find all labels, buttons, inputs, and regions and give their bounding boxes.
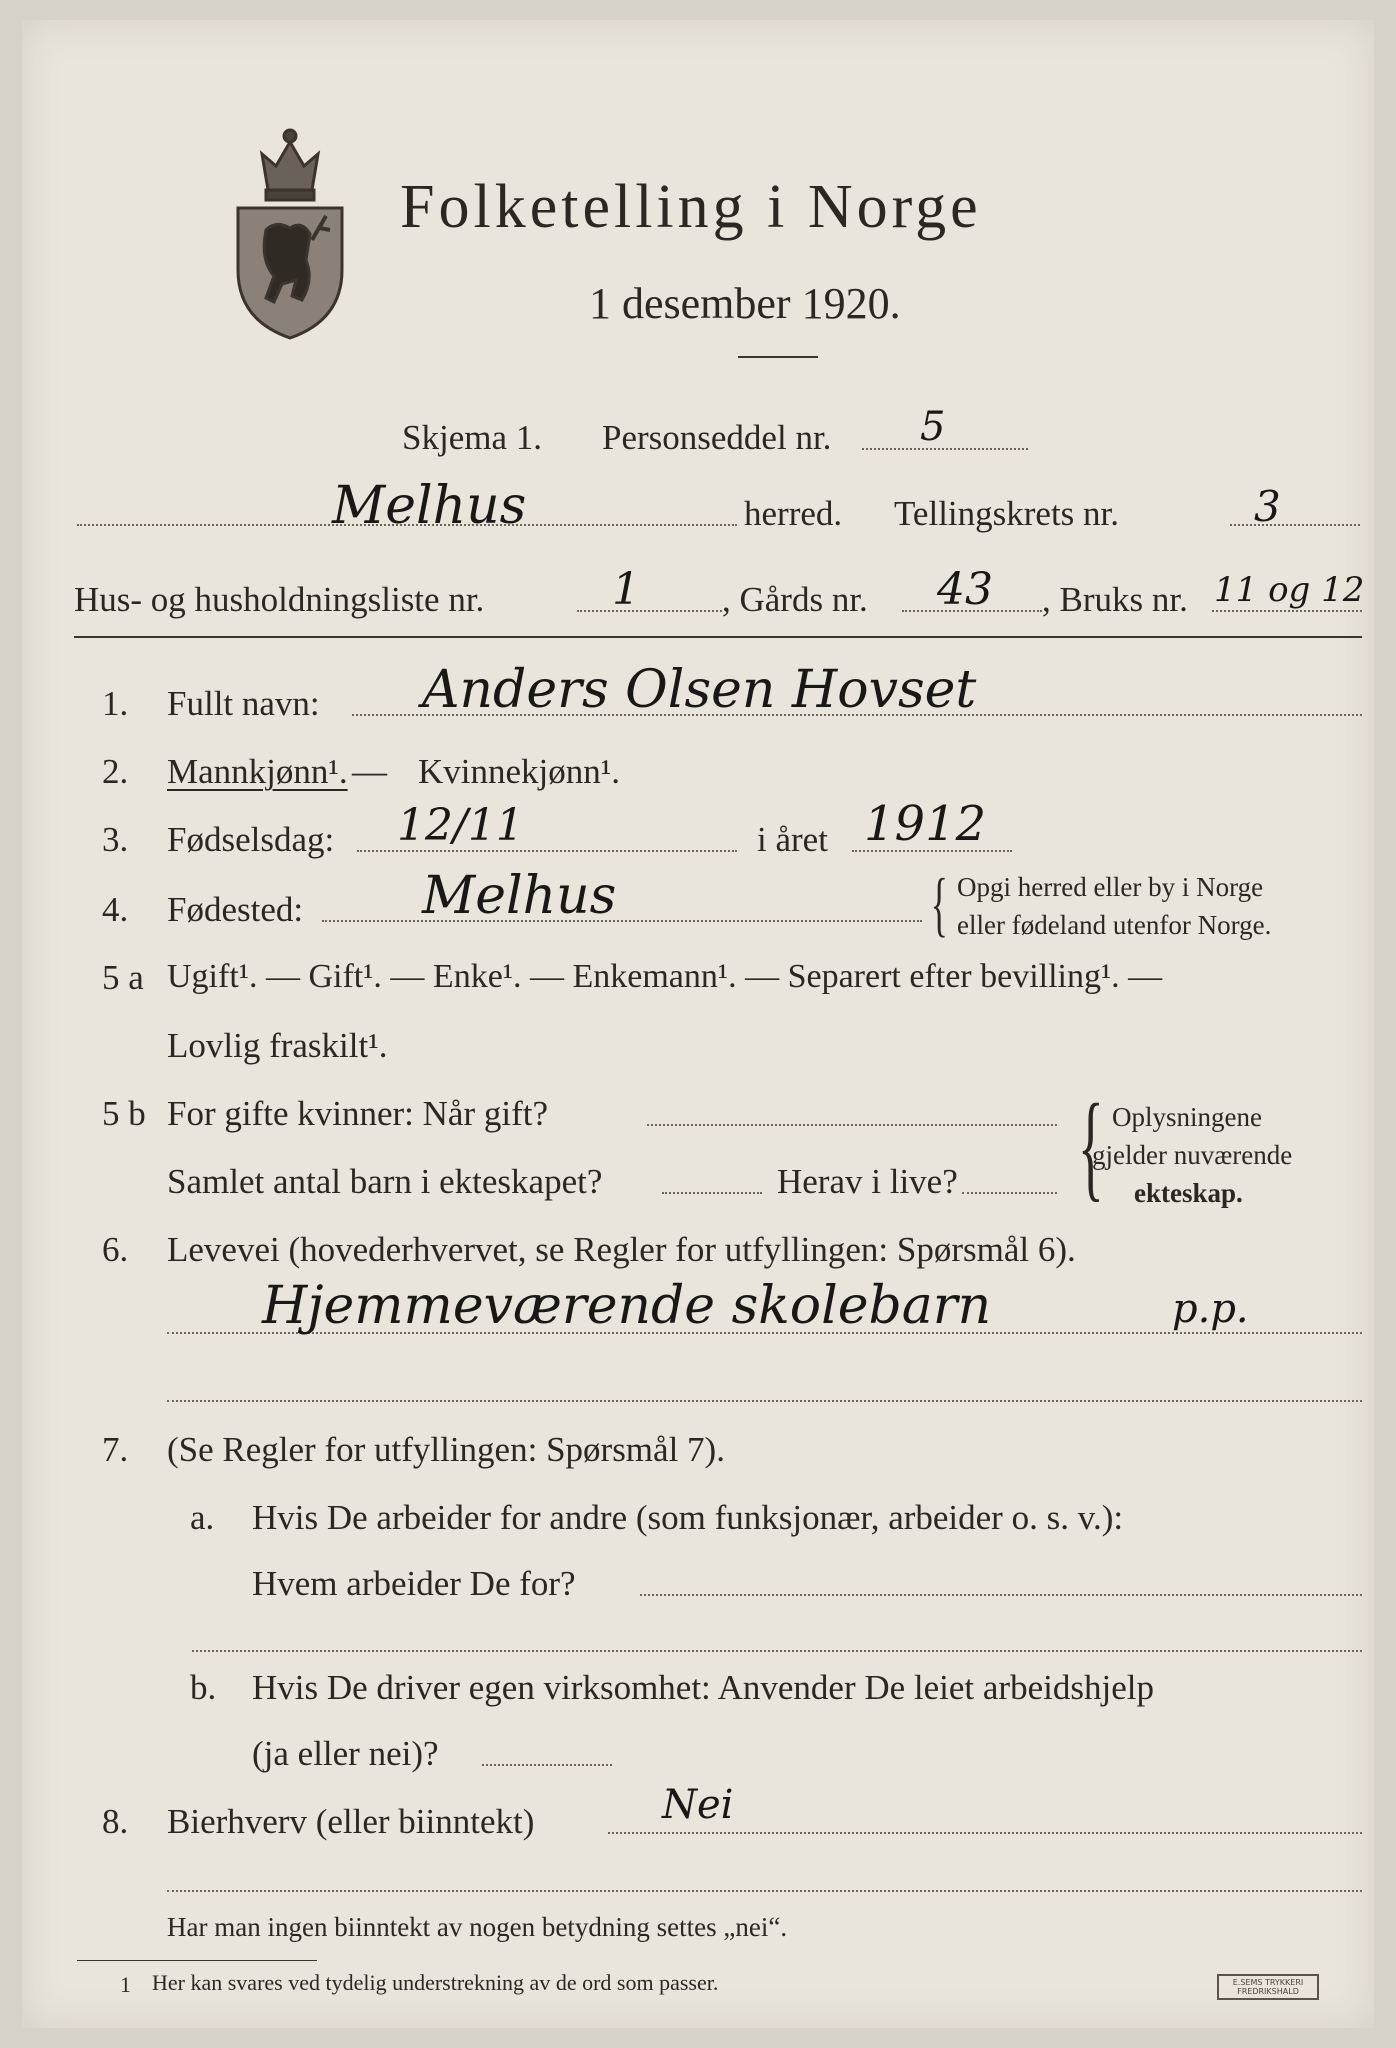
tellingskrets-value: 3 [1254, 482, 1281, 531]
hus-dots [577, 610, 722, 612]
q6-dots-2 [167, 1400, 1362, 1402]
bruks-value: 11 og 12 [1214, 570, 1365, 610]
q6-initials: p.p. [1172, 1286, 1249, 1332]
q6-label: Levevei (hovederhvervet, se Regler for utfyllingen: Spørsmål 6). [167, 1230, 1076, 1269]
q5b-line2a: Samlet antal barn i ekteskapet? [167, 1162, 603, 1201]
bruks-dots [1212, 610, 1362, 612]
q7a-letter: a. [190, 1498, 215, 1537]
q2-number: 2. [102, 752, 129, 791]
title-divider [738, 356, 818, 358]
q5b-married-dots [647, 1124, 1057, 1126]
q4-note-line2: eller fødeland utenfor Norge. [957, 910, 1272, 940]
q3-label: Fødselsdag: [167, 820, 335, 859]
q4-value: Melhus [422, 866, 617, 926]
q7a-dots-2 [192, 1650, 1362, 1652]
herred-value: Melhus [332, 476, 527, 536]
q6-number: 6. [102, 1230, 129, 1269]
footnote-rule [77, 1960, 317, 1961]
q5b-children-dots [662, 1192, 762, 1194]
bruks-label: , Bruks nr. [1042, 580, 1188, 619]
gards-label: , Gårds nr. [722, 580, 868, 619]
personseddel-value: 5 [920, 404, 946, 450]
q1-number: 1. [102, 684, 129, 723]
q4-brace: { [930, 864, 948, 944]
q1-label: Fullt navn: [167, 684, 320, 723]
q7b-dots [482, 1764, 612, 1766]
printer-stamp: E.SEMS TRYKKERI FREDRIKSHALD [1217, 1974, 1319, 2000]
biinntekt-note: Har man ingen biinntekt av nogen betydning settes „nei“. [167, 1912, 788, 1942]
q5b-note2: gjelder nuværende [1092, 1140, 1293, 1170]
schema-label: Skjema 1. [402, 418, 542, 457]
q5b-note1: Oplysningene [1112, 1102, 1262, 1132]
q7a-line1: Hvis De arbeider for andre (som funksjonær, arbeider o. s. v.): [252, 1498, 1124, 1537]
q6-value: Hjemmeværende skolebarn [262, 1276, 992, 1336]
tellingskrets-dots [1230, 524, 1360, 526]
q7-label: (Se Regler for utfyllingen: Spørsmål 7). [167, 1430, 725, 1469]
form-title: Folketelling i Norge [400, 173, 982, 241]
q4-dots [322, 920, 922, 922]
q2-male: Mannkjønn¹. [167, 752, 348, 791]
hus-value: 1 [612, 564, 640, 615]
q4-note-line1: Opgi herred eller by i Norge [957, 872, 1264, 902]
q3-year-label: i året [757, 820, 828, 859]
footnote-text: Her kan svares ved tydelig understrekning av de ord som passer. [152, 1970, 719, 1995]
q5a-line2: Lovlig fraskilt¹. [167, 1026, 388, 1065]
personseddel-label: Personseddel nr. [602, 418, 832, 457]
q5b-number: 5 b [102, 1094, 146, 1133]
footnote-mark: 1 [120, 1972, 131, 1997]
q4-label: Fødested: [167, 890, 304, 929]
q5b-line2b: Herav i live? [777, 1162, 958, 1201]
q2-separator: — [352, 752, 387, 791]
q5b-brace: { [1077, 1079, 1104, 1212]
header-rule [74, 636, 1362, 638]
q8-dots-2 [167, 1890, 1362, 1892]
q5b-alive-dots [962, 1192, 1057, 1194]
q3-value: 12/11 [397, 800, 524, 851]
tellingskrets-label: Tellingskrets nr. [894, 494, 1120, 533]
herred-label: herred. [744, 494, 843, 533]
q8-number: 8. [102, 1802, 129, 1841]
q7a-line2: Hvem arbeider De for? [252, 1564, 576, 1603]
gards-value: 43 [937, 564, 993, 615]
q8-label: Bierhverv (eller biinntekt) [167, 1802, 535, 1841]
q7b-line2: (ja eller nei)? [252, 1734, 439, 1773]
q8-value: Nei [662, 1782, 734, 1828]
q5a-line1: Ugift¹. — Gift¹. — Enke¹. — Enkemann¹. — Separert efter bevilling¹. — [167, 958, 1163, 995]
norway-coat-of-arms-icon [230, 120, 350, 342]
q3-year-value: 1912 [864, 796, 987, 852]
q7b-line1: Hvis De driver egen virksomhet: Anvender De leiet arbeidshjelp [252, 1668, 1154, 1707]
q7a-dots-1 [640, 1594, 1362, 1596]
hus-label: Hus- og husholdningsliste nr. [74, 580, 485, 619]
q4-number: 4. [102, 890, 129, 929]
q7-number: 7. [102, 1430, 129, 1469]
q1-value: Anders Olsen Hovset [422, 660, 977, 720]
q8-dots [608, 1832, 1362, 1834]
q2-female: Kvinnekjønn¹. [418, 752, 621, 791]
q7b-letter: b. [190, 1668, 217, 1707]
census-form-page [22, 20, 1374, 2028]
q5b-note3: ekteskap. [1134, 1178, 1243, 1208]
q3-number: 3. [102, 820, 129, 859]
form-date: 1 desember 1920. [589, 279, 901, 328]
q5b-line1: For gifte kvinner: Når gift? [167, 1094, 549, 1133]
q5a-number: 5 a [102, 958, 144, 997]
